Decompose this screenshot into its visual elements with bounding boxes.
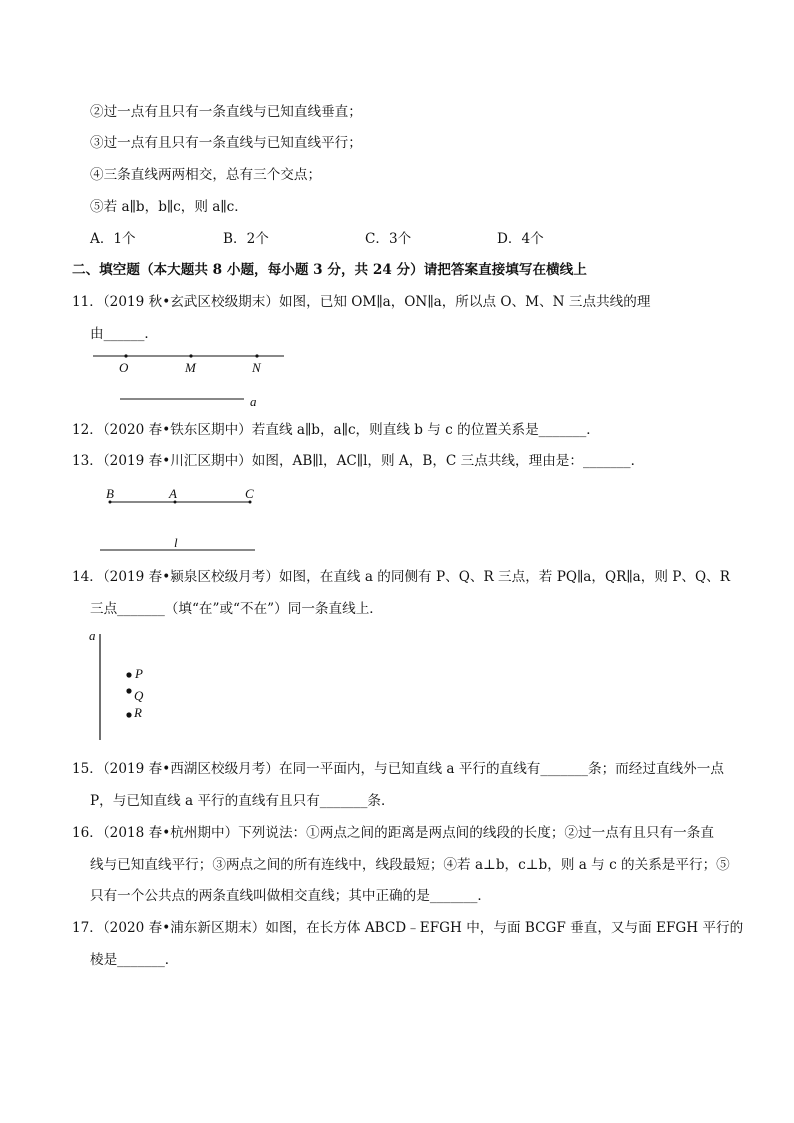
- q14-label-r: R: [134, 705, 142, 720]
- q10-option-a: A．1个: [90, 231, 136, 247]
- q15-text-line1: 15．（2019 春•西湖区校级月考）在同一平面内，与已知直线 a 平行的直线有_______条；而经过直线外一点: [72, 761, 724, 777]
- q11-point-n: [255, 354, 258, 357]
- q11-text-line2: 由______．: [90, 326, 158, 342]
- q14-point-r: [126, 712, 131, 717]
- q13-label-a: A: [169, 486, 177, 501]
- q14-text-line2: 三点_______（填“在”或“不在”）同一条直线上．: [90, 601, 383, 617]
- q16-text-line1: 16．（2018 春•杭州期中）下列说法：①两点之间的距离是两点间的线段的长度；②过一点有且只有一条直: [72, 825, 714, 841]
- q11-label-m: M: [185, 360, 196, 375]
- q13-label-l: l: [174, 535, 178, 550]
- q17-text-line2: 棱是_______．: [90, 952, 179, 968]
- q12-text: 12．（2020 春•铁东区期中）若直线 a∥b，a∥c，则直线 b 与 c 的位置关系是_______．: [72, 422, 600, 438]
- q17-text-line1: 17．（2020 春•浦东新区期末）如图，在长方体 ABCD﹣EFGH 中，与面 BCGF 垂直，又与面 EFGH 平行的: [72, 920, 744, 936]
- q10-option-c: C．3个: [365, 231, 412, 247]
- q15-text-line2: P，与已知直线 a 平行的直线有且只有_______条．: [90, 793, 395, 809]
- q11-figure: [90, 348, 290, 410]
- q14-label-p: P: [135, 666, 143, 681]
- q11-point-m: [189, 354, 192, 357]
- q11-label-n: N: [252, 360, 261, 375]
- q10-statement-5: ⑤若 a∥b，b∥c，则 a∥c．: [90, 199, 248, 215]
- q16-text-line2: 线与已知直线平行；③两点之间的所有连线中，线段最短；④若 a⊥b，c⊥b，则 a 与 c 的关系是平行；⑤: [90, 857, 730, 873]
- q16-text-line3: 只有一个公共点的两条直线叫做相交直线；其中正确的是_______．: [90, 888, 492, 904]
- q10-option-d: D．4个: [497, 231, 544, 247]
- q14-label-a: a: [89, 628, 96, 643]
- q14-label-q: Q: [134, 688, 144, 703]
- q14-point-q: [126, 688, 131, 693]
- q11-label-a: a: [250, 394, 257, 409]
- q14-figure: [86, 628, 166, 744]
- q10-statement-3: ③过一点有且只有一条直线与已知直线平行；: [90, 135, 362, 151]
- q13-figure: [100, 483, 270, 553]
- q11-label-o: O: [119, 360, 129, 375]
- q13-text: 13．（2019 春•川汇区期中）如图，AB∥l，AC∥l，则 A，B，C 三点共线，理由是：_______．: [72, 453, 645, 469]
- section-heading: 二、填空题（本大题共 8 小题，每小题 3 分，共 24 分）请把答案直接填写在横线上: [72, 262, 587, 278]
- q13-label-c: C: [245, 486, 254, 501]
- q14-point-p: [126, 672, 131, 677]
- q10-statement-2: ②过一点有且只有一条直线与已知直线垂直；: [90, 104, 362, 120]
- q11-text-line1: 11．（2019 秋•玄武区校级期末）如图，已知 OM∥a，ON∥a，所以点 O、M、N 三点共线的理: [72, 294, 651, 310]
- q10-option-b: B．2个: [223, 231, 269, 247]
- q11-point-o: [124, 354, 127, 357]
- q13-label-b: B: [106, 486, 114, 501]
- q14-text-line1: 14．（2019 春•颍泉区校级月考）如图，在直线 a 的同侧有 P、Q、R 三点，若 PQ∥a，QR∥a，则 P、Q、R: [72, 569, 730, 585]
- q10-statement-4: ④三条直线两两相交，总有三个交点；: [90, 167, 322, 183]
